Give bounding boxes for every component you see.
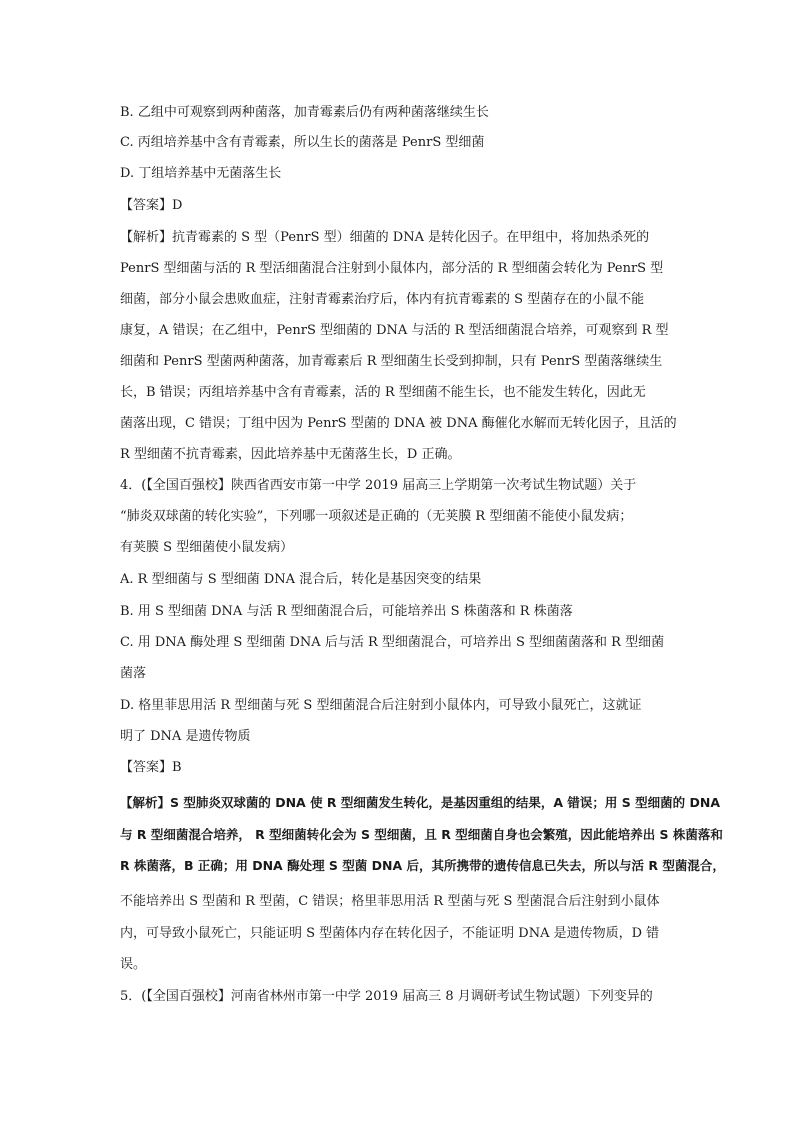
- q4-analysis-bold-line: 【解析】S 型肺炎双球菌的 DNA 使 R 型细菌发生转化，是基因重组的结果，A 错误；用 S 型细菌的 DNA: [120, 795, 720, 810]
- q3-analysis-line: 菌落出现，C 错误；丁组中因为 PenrS 型菌的 DNA 被 DNA 酶催化水解而无转化因子，且活的: [120, 416, 677, 431]
- q4-answer: 【答案】B: [120, 760, 182, 775]
- q3-option-d: D. 丁组培养基中无菌落生长: [120, 166, 282, 181]
- q3-option-b: B. 乙组中可观察到两种菌落，加青霉素后仍有两种菌落继续生长: [120, 105, 489, 120]
- q4-stem-line: 有荚膜 S 型细菌使小鼠发病）: [120, 540, 294, 555]
- q3-analysis-line: 【解析】抗青霉素的 S 型（PenrS 型）细菌的 DNA 是转化因子。在甲组中，将加热杀死的: [120, 230, 650, 245]
- q3-analysis-line: 康复，A 错误；在乙组中，PenrS 型细菌的 DNA 与活的 R 型活细菌混合培养，可观察到 R 型: [120, 323, 669, 338]
- q4-analysis-line: 不能培养出 S 型菌和 R 型菌，C 错误；格里菲思用活 R 型菌与死 S 型菌混合后注射到小鼠体: [120, 894, 660, 909]
- q4-option-d-cont: 明了 DNA 是遗传物质: [120, 729, 251, 744]
- q4-stem-line: 4．(【全国百强校】陕西省西安市第一中学 2019 届高三上学期第一次考试生物试题）关于: [120, 478, 637, 493]
- q5-stem: 5．(【全国百强校】河南省林州市第一中学 2019 届高三 8 月调研考试生物试题）下列变异的: [120, 989, 653, 1004]
- q3-option-c: C. 丙组培养基中含有青霉素，所以生长的菌落是 PenrS 型细菌: [120, 135, 485, 150]
- q3-analysis-line: 细菌和 PenrS 型菌两种菌落，加青霉素后 R 型细菌生长受到抑制，只有 PenrS 型菌落继续生: [120, 354, 663, 369]
- q4-option-d: D. 格里菲思用活 R 型细菌与死 S 型细菌混合后注射到小鼠体内，可导致小鼠死亡，这就证: [120, 698, 642, 713]
- q4-option-b: B. 用 S 型细菌 DNA 与活 R 型细菌混合后，可能培养出 S 株菌落和 R 株菌落: [120, 604, 573, 619]
- q3-analysis-line: 长，B 错误；丙组培养基中含有青霉素，活的 R 型细菌不能生长，也不能发生转化，因此无: [120, 385, 646, 400]
- q4-analysis-line: 内，可导致小鼠死亡，只能证明 S 型菌体内存在转化因子，不能证明 DNA 是遗传物质，D 错: [120, 926, 660, 941]
- q4-analysis-bold-line: R 株菌落，B 正确；用 DNA 酶处理 S 型菌 DNA 后，其所携带的遗传信息已失去，所以与活 R 型菌混合，: [120, 858, 725, 873]
- q4-option-a: A. R 型细菌与 S 型细菌 DNA 混合后，转化是基因突变的结果: [120, 572, 482, 587]
- q3-analysis-line: PenrS 型细菌与活的 R 型活细菌混合注射到小鼠体内，部分活的 R 型细菌会转化为 PenrS 型: [120, 261, 664, 276]
- q4-option-c-cont: 菌落: [120, 666, 147, 681]
- q4-stem-line: “肺炎双球菌的转化实验”，下列哪一项叙述是正确的（无荚膜 R 型细菌不能使小鼠发病；: [120, 509, 633, 524]
- q3-analysis-line: R 型细菌不抗青霉素，因此培养基中无菌落生长，D 正确。: [120, 447, 461, 462]
- q3-analysis-line: 细菌，部分小鼠会患败血症，注射青霉素治疗后，体内有抗青霉素的 S 型菌存在的小鼠不能: [120, 292, 645, 307]
- q3-answer: 【答案】D: [120, 198, 183, 213]
- q4-option-c: C. 用 DNA 酶处理 S 型细菌 DNA 后与活 R 型细菌混合，可培养出 S 型细菌菌落和 R 型细菌: [120, 635, 665, 650]
- q4-analysis-bold-line: 与 R 型细菌混合培养， R 型细菌转化会为 S 型细菌，且 R 型细菌自身也会繁殖，因此能培养出 S 株菌落和: [120, 827, 723, 842]
- q4-analysis-line: 误。: [120, 957, 147, 972]
